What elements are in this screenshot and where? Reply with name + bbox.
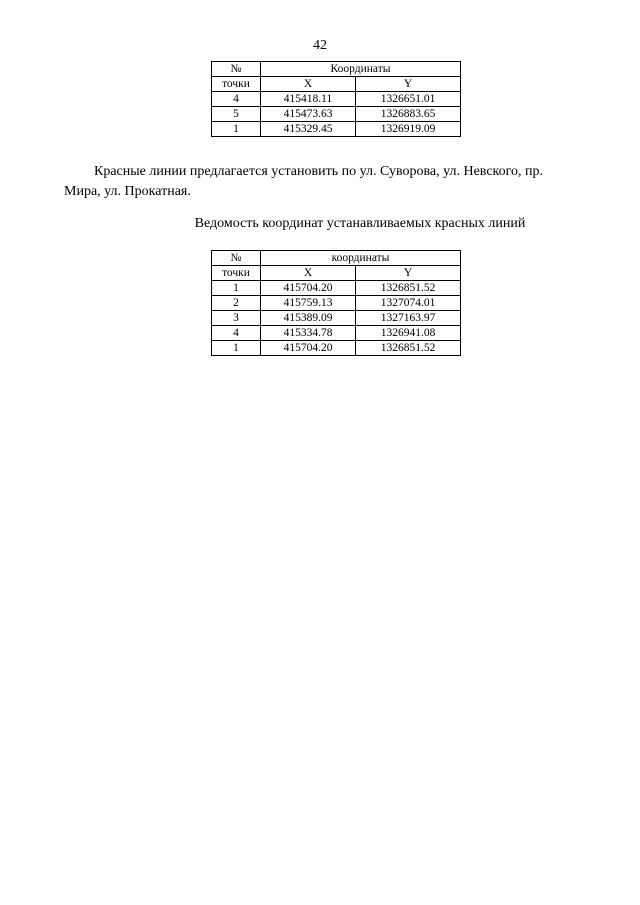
table-header-row — [212, 251, 461, 266]
table-row — [212, 311, 461, 326]
header-point-number: № — [212, 62, 261, 77]
header-point-label: точки — [212, 266, 261, 281]
table-row — [212, 296, 461, 311]
cell-num: 1 — [212, 341, 261, 356]
body-paragraph: Красные линии предлагается установить по ул. Суворова, ул. Невского, пр. Мира, ул. Прокатная. — [64, 164, 544, 199]
header-coordinates: Координаты — [261, 62, 461, 77]
cell-x: 415418.11 — [261, 92, 356, 107]
cell-x: 415704.20 — [261, 281, 356, 296]
table-row — [212, 92, 461, 107]
cell-x: 415704.20 — [261, 341, 356, 356]
header-y: Y — [356, 266, 461, 281]
table-row — [212, 341, 461, 356]
cell-x: 415389.09 — [261, 311, 356, 326]
cell-x: 415473.63 — [261, 107, 356, 122]
coordinates-table-1 — [211, 61, 461, 137]
cell-num: 3 — [212, 311, 261, 326]
cell-y: 1326651.01 — [356, 92, 461, 107]
cell-num: 2 — [212, 296, 261, 311]
cell-x: 415329.45 — [261, 122, 356, 137]
cell-num: 4 — [212, 92, 261, 107]
table-heading: Ведомость координат устанавливаемых красных линий — [194, 216, 526, 231]
table-row — [212, 107, 461, 122]
table-row — [212, 122, 461, 137]
cell-x: 415334.78 — [261, 326, 356, 341]
cell-y: 1327074.01 — [356, 296, 461, 311]
header-x: X — [261, 77, 356, 92]
cell-num: 1 — [212, 281, 261, 296]
table-header-row — [212, 77, 461, 92]
table-header-row — [212, 266, 461, 281]
header-point-label: точки — [212, 77, 261, 92]
header-point-number: № — [212, 251, 261, 266]
cell-y: 1326883.65 — [356, 107, 461, 122]
cell-y: 1326919.09 — [356, 122, 461, 137]
cell-num: 4 — [212, 326, 261, 341]
header-coordinates: координаты — [261, 251, 461, 266]
cell-num: 5 — [212, 107, 261, 122]
coordinates-table-2 — [211, 250, 461, 356]
table-row — [212, 326, 461, 341]
table-row — [212, 281, 461, 296]
cell-num: 1 — [212, 122, 261, 137]
cell-y: 1326851.52 — [356, 281, 461, 296]
header-y: Y — [356, 77, 461, 92]
cell-y: 1326851.52 — [356, 341, 461, 356]
page-number: 42 — [313, 38, 327, 53]
cell-y: 1326941.08 — [356, 326, 461, 341]
cell-x: 415759.13 — [261, 296, 356, 311]
cell-y: 1327163.97 — [356, 311, 461, 326]
table-header-row — [212, 62, 461, 77]
header-x: X — [261, 266, 356, 281]
